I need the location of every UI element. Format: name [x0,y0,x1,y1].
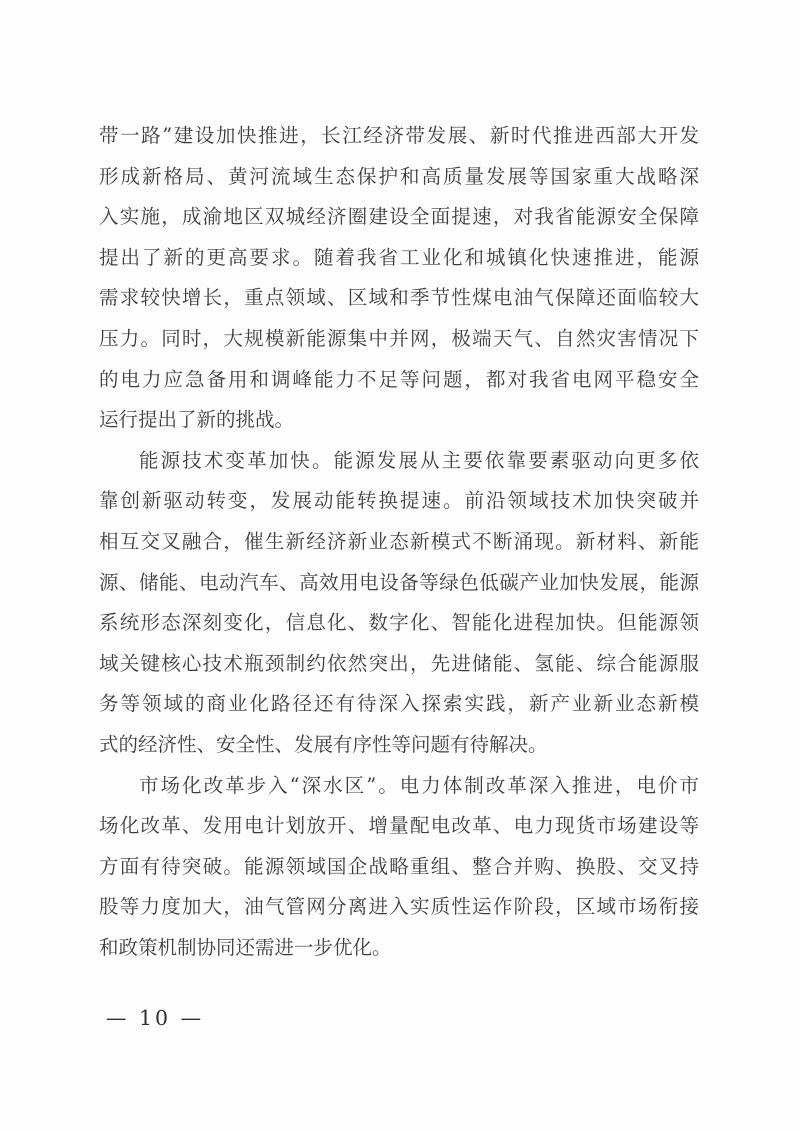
text-line: 场化改革、发用电计划放开、增量配电改革、电力现货市场建设等 [99,814,699,838]
text-line: 需求较快增长，重点领域、区域和季节性煤电油气保障还面临较大 [99,286,699,310]
text-line: 形成新格局、黄河流域生态保护和高质量发展等国家重大战略深 [99,164,699,188]
text-line: 域关键核心技术瓶颈制约依然突出，先进储能、氢能、综合能源服 [99,651,699,675]
text-line: 运行提出了新的挑战。 [99,408,295,432]
page-number: — 10 — [106,1006,205,1030]
text-line: 务等领域的商业化路径还有待深入探索实践，新产业新业态新模 [99,692,699,716]
text-line: 和政策机制协同还需进一步优化。 [99,935,392,959]
text-line: 相互交叉融合，催生新经济新业态新模式不断涌现。新材料、新能 [99,529,699,553]
text-line: 带一路”建设加快推进，长江经济带发展、新时代推进西部大开发 [99,124,699,147]
text-line: 入实施，成渝地区双城经济圈建设全面提速，对我省能源安全保障 [99,205,699,229]
text-line: 源、储能、电动汽车、高效用电设备等绿色低碳产业加快发展，能源 [99,570,699,594]
text-line: 能源技术变革加快。能源发展从主要依靠要素驱动向更多依 [139,448,699,472]
text-line: 市场化改革步入“深水区”。电力体制改革深入推进，电价市 [139,773,699,797]
text-line: 式的经济性、安全性、发展有序性等问题有待解决。 [99,732,548,756]
text-line: 靠创新驱动转变，发展动能转换提速。前沿领域技术加快突破并 [99,489,699,513]
text-line: 系统形态深刻变化，信息化、数字化、智能化进程加快。但能源领 [99,611,699,635]
body-text [99,116,699,968]
text-line: 股等力度加大，油气管网分离进入实质性运作阶段，区域市场衔接 [99,895,699,919]
text-line: 方面有待突破。能源领域国企战略重组、整合并购、换股、交叉持 [99,854,699,878]
text-line: 的电力应急备用和调峰能力不足等问题，都对我省电网平稳安全 [99,367,699,391]
text-line: 压力。同时，大规模新能源集中并网，极端天气、自然灾害情况下 [99,326,699,350]
text-line: 提出了新的更高要求。随着我省工业化和城镇化快速推进，能源 [99,245,699,269]
